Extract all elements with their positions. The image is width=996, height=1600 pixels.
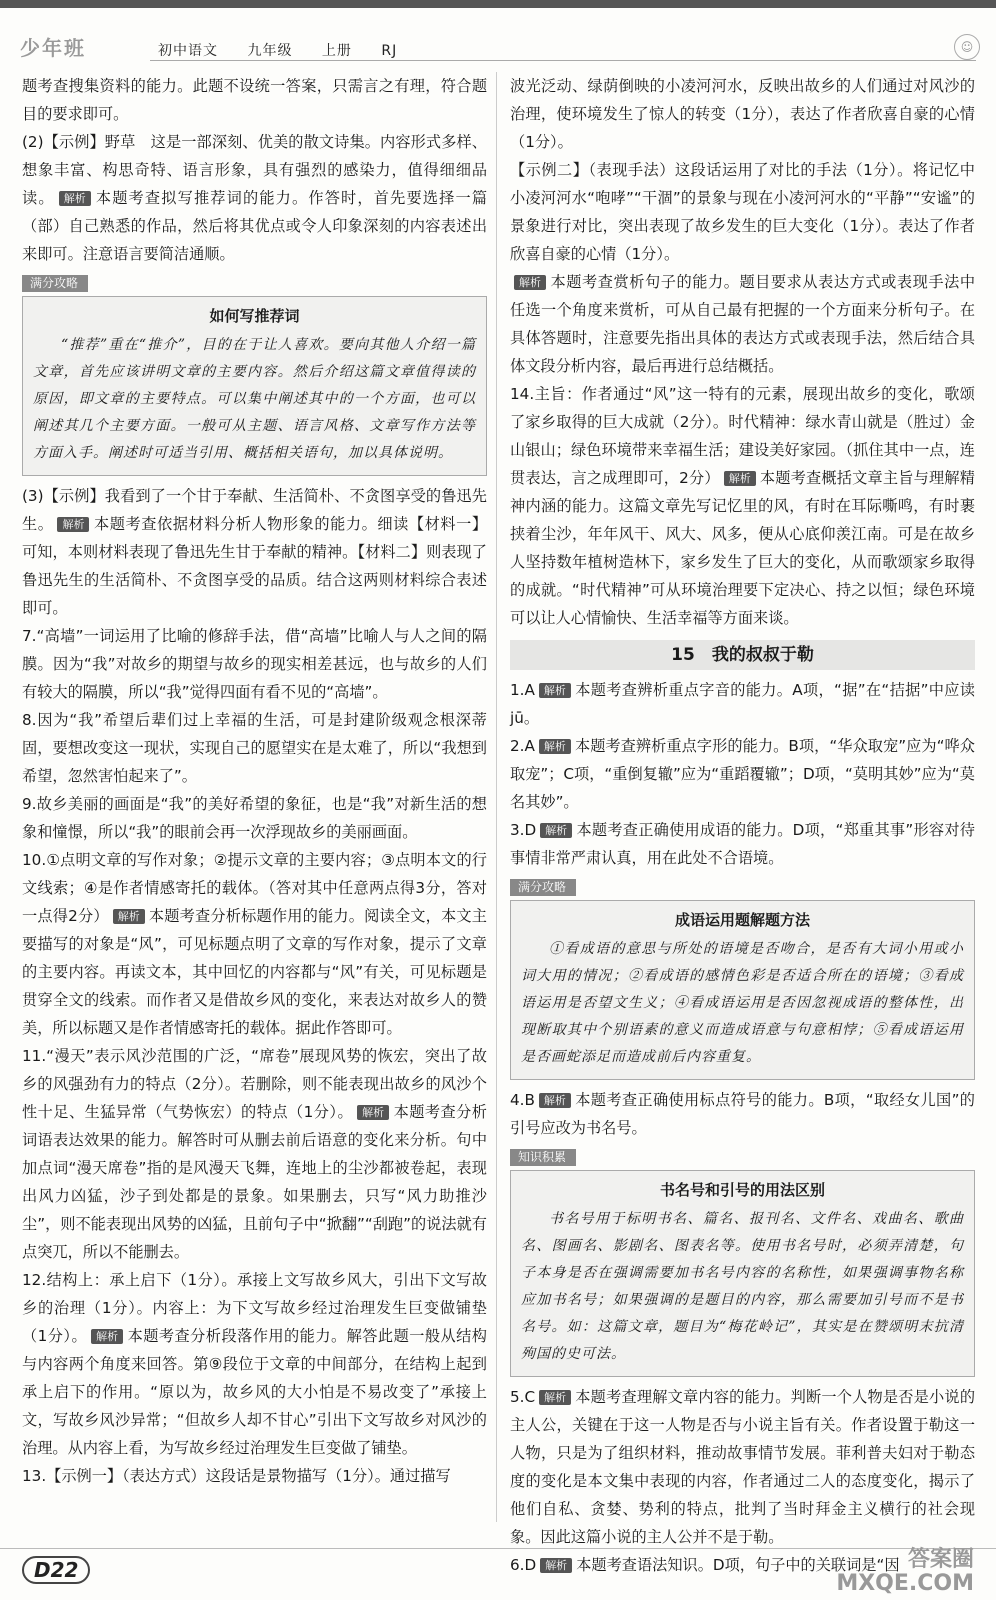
analysis-text: 本题考查概括文章主旨与理解精神内涵的能力。这篇文章先写记忆里的风，有时在耳际嘶鸣，有时裹挟着尘沙，年年风干、风大、风多，便从心底仰羡江南。可是在故乡人坚持数年植树造林下，家乡发生了巨大的变化，从而歌颂家乡取得的成就。“时代精神”可从环境治理要下定决心、持之以恒；绿色环境可以让人心情愉快、生活幸福等方面来谈。 <box>510 469 975 627</box>
tip-box-text: “推荐”重在“推介”，目的在于让人喜欢。要向其他人介绍一篇文章，首先应该讲明文章的主要内容。然后介绍这篇文章值得读的原因，即文章的主要特点。可以集中阐述其中的一个方面，也可以阐述其几个主要方面。一般可从主题、语言风格、文章写作方法等方面入手。阐述时可适当引用、概括相关语句，加以具体说明。 <box>33 337 476 461</box>
analysis-text: 本题考查理解文章内容的能力。判断一个人物是否是小说的主人公，关键在于这一人物是否与小说主旨有关。作者设置于勒这一人物，只是为了组织材料，推动故事情节发展。菲利普夫妇对于勒态度的变化是本文集中表现的内容，作者通过二人的态度变化，揭示了他们自私、贪婪、势利的特点，批判了当时拜金主义横行的社会现象。因此这篇小说的主人公并不是于勒。 <box>510 1388 975 1546</box>
answer-paragraph <box>22 706 487 790</box>
analysis-text: 本题考查赏析句子的能力。题目要求从表达方式或表现手法中任选一个角度来赏析，可从自己最有把握的一个方面来分析句子。在具体答题时，注意要先指出具体的表达方式或表现手法，然后结合具体文段分析内容，最后再进行总结概括。 <box>510 273 975 375</box>
watermark-line-2: MXQE.COM <box>836 1571 974 1596</box>
answer-paragraph <box>22 1042 487 1266</box>
answer-text: 7.“高墙”一词运用了比喻的修辞手法，借“高墙”比喻人与人之间的隔膜。因为“我”对故乡的期望与故乡的现实相差甚远，也与故乡的人们有较大的隔膜，所以“我”觉得四面有看不见的“高墙”。 <box>22 627 487 701</box>
tip-box <box>510 1170 975 1377</box>
answer-text: 13.【示例一】（表达方式）这段话是景物描写（1分）。通过描写 <box>22 1467 451 1485</box>
analysis-tag: 解析 <box>539 1390 571 1405</box>
answer-paragraph <box>22 1266 487 1462</box>
answer-paragraph <box>510 268 975 380</box>
answer-paragraph <box>510 156 975 268</box>
analysis-tag: 解析 <box>540 1558 572 1573</box>
answer-paragraph <box>22 128 487 268</box>
answer-paragraph <box>510 676 975 732</box>
tip-box-title: 成语运用题解题方法 <box>674 911 810 929</box>
answer-text: 12.结构上：承上启下（1分）。承接上文写故乡风大，引出下文写故乡的治理（1分）。内容上：为下文写故乡经过治理发生巨变做铺垫（1分）。 <box>22 1271 487 1345</box>
analysis-tag: 解析 <box>540 823 572 838</box>
mascot-icon: ☺ <box>954 34 980 60</box>
tip-box-label: 满分攻略 <box>22 275 88 292</box>
answer-text: 波光泛动、绿荫倒映的小凌河河水，反映出故乡的人们通过对风沙的治理，使环境发生了惊人的转变（1分），表达了作者欣喜自豪的心情（1分）。 <box>510 77 975 151</box>
answer-paragraph <box>510 380 975 632</box>
tip-box-label: 知识积累 <box>510 1149 576 1166</box>
answer-text: 11.“漫天”表示风沙范围的广泛，“席卷”展现风势的恢宏，突出了故乡的风强劲有力的特点（2分）。若删除，则不能表现出故乡的风沙个性十足、生猛异常（气势恢宏）的特点（1分）。 <box>22 1047 487 1121</box>
answer-text: 3.D <box>510 821 537 839</box>
tip-box-text: ①看成语的意思与所处的语境是否吻合，是否有大词小用或小词大用的情况；②看成语的感情色彩是否适合所在的语境；③看成语运用是否望文生义；④看成语运用是否因忽视成语的整体性，出现断取其中个别语素的意义而造成语意与句意相悖；⑤看成语运用是否画蛇添足而造成前后内容重复。 <box>521 941 964 1065</box>
answer-text: (2)【示例】野草 这是一部深刻、优美的散文诗集。内容形式多样、想象丰富、构思奇特、语言形象，具有强烈的感染力，值得细细品读。 <box>22 133 487 207</box>
answer-paragraph <box>510 1086 975 1142</box>
answer-paragraph <box>510 72 975 156</box>
answer-paragraph <box>22 72 487 128</box>
analysis-tag: 解析 <box>59 191 91 206</box>
tip-box-title: 书名号和引号的用法区别 <box>659 1181 825 1199</box>
watermark <box>836 1548 974 1596</box>
answer-paragraph <box>22 790 487 846</box>
column-divider <box>496 72 497 1522</box>
subject-label: 初中语文 <box>158 43 218 59</box>
analysis-tag: 解析 <box>539 739 571 754</box>
answer-text: 5.C <box>510 1388 536 1406</box>
analysis-text: 本题考查分析词语表达效果的能力。解答时可从删去前后语意的变化来分析。句中加点词“漫天席卷”指的是风漫天飞舞，连地上的尘沙都被卷起，表现出风力凶猛，沙子到处都是的景象。如果删去，只写“风力助推沙尘”，则不能表现出风势的凶猛，且前句子中“掀翻”“刮跑”的说法就有点突兀，所以不能删去。 <box>22 1103 487 1261</box>
edition-label: RJ <box>381 43 398 59</box>
analysis-text: 本题考查辨析重点字音的能力。A项，“据”在“拮据”中应读jū。 <box>510 681 975 727</box>
answer-text: 9.故乡美丽的画面是“我”的美好希望的象征，也是“我”对新生活的想象和憧憬，所以“我”的眼前会再一次浮现故乡的美丽画面。 <box>22 795 487 841</box>
page-number: D22 <box>22 1556 90 1584</box>
tip-box-text: 书名号用于标明书名、篇名、报刊名、文件名、戏曲名、歌曲名、图画名、影剧名、图表名等。使用书名号时，必须弄清楚，句子本身是否在强调需要加书名号内容的名称性，如果强调事物名称应加书名号；如果强调的是题目的内容，那么需要加引号而不是书名号。如：这篇文章，题目为“梅花岭记”，其实是在赞颂明末抗清殉国的史可法。 <box>521 1211 964 1362</box>
analysis-tag: 解析 <box>539 1093 571 1108</box>
answer-paragraph <box>22 622 487 706</box>
section-title: 15 我的叔叔于勒 <box>510 640 975 670</box>
header-rule <box>150 60 976 61</box>
analysis-text: 本题考查语法知识。D项，句子中的关联词是“因 <box>576 1556 900 1574</box>
analysis-tag: 解析 <box>724 471 756 486</box>
analysis-text: 本题考查分析段落作用的能力。解答此题一般从结构与内容两个角度来回答。第⑨段位于文章的中间部分，在结构上起到承上启下的作用。“原以为，故乡风的大小怕是不易改变了”承接上文，写故乡风沙异常；“但故乡人却不甘心”引出下文写故乡对风沙的治理。从内容上看，为写故乡经过治理发生巨变做了铺垫。 <box>22 1327 487 1457</box>
answer-paragraph <box>22 846 487 1042</box>
tip-box-label: 满分攻略 <box>510 879 576 896</box>
tip-box-title: 如何写推荐词 <box>209 307 300 325</box>
page-header <box>10 36 986 62</box>
analysis-text: 本题考查分析标题作用的能力。阅读全文，本文主要描写的对象是“风”，可见标题点明了文章的写作对象，提示了文章的主要内容。再读文本，其中回忆的内容都与“风”有关，可见标题是贯穿全文的线索。而作者又是借故乡风的变化，来表达对故乡人的赞美，所以标题又是作者情感寄托的载体。据此作答即可。 <box>22 907 487 1037</box>
analysis-text: 本题考查辨析重点字形的能力。B项，“华众取宠”应为“哗众取宠”；C项，“重倒复辙”应为“重蹈覆辙”；D项，“莫明其妙”应为“莫名其妙”。 <box>510 737 975 811</box>
analysis-text: 本题考查依据材料分析人物形象的能力。细读【材料一】可知，本则材料表现了鲁迅先生甘于奉献的精神。【材料二】则表现了鲁迅先生的生活简朴、不贪图享受的品质。结合这两则材料综合表述即可。 <box>22 515 488 617</box>
answer-paragraph <box>22 1462 487 1490</box>
left-column <box>22 72 487 1490</box>
analysis-tag: 解析 <box>357 1105 389 1120</box>
answer-text: (3)【示例】我看到了一个甘于奉献、生活简朴、不贪图享受的鲁迅先生。 <box>22 487 487 533</box>
analysis-tag: 解析 <box>113 909 145 924</box>
answer-text: 14.主旨：作者通过“风”这一特有的元素，展现出故乡的变化，歌颂了家乡取得的巨大成就（2分）。时代精神：绿水青山就是（胜过）金山银山；绿色环境带来幸福生活；建设美好家园。（抓住其中一点，连贯表达，言之成理即可，2分） <box>510 385 975 487</box>
answer-paragraph <box>22 482 487 622</box>
grade-label: 九年级 <box>247 43 293 59</box>
analysis-text: 本题考查拟写推荐词的能力。作答时，首先要选择一篇（部）自己熟悉的作品，然后将其优点或令人印象深刻的内容表述出来即可。注意语言要简洁通顺。 <box>22 189 488 263</box>
answer-text: 4.B <box>510 1091 535 1109</box>
analysis-tag: 解析 <box>514 275 546 290</box>
answer-paragraph <box>510 732 975 816</box>
answer-text: 6.D <box>510 1556 537 1574</box>
answer-text: 题考查搜集资料的能力。此题不设统一答案，只需言之有理，符合题目的要求即可。 <box>22 77 487 123</box>
brand-logo: 少年班 <box>20 36 86 60</box>
answer-text: 【示例二】（表现手法）这段话运用了对比的手法（1分）。将记忆中小凌河河水“咆哮”“干涸”的景象与现在小凌河河水的“平静”“安谧”的景象进行对比，突出表现了故乡发生的巨大变化（1分）。表达了作者欣喜自豪的心情（1分）。 <box>510 161 975 263</box>
analysis-tag: 解析 <box>57 517 89 532</box>
answer-text: 8.因为“我”希望后辈们过上幸福的生活，可是封建阶级观念根深蒂固，要想改变这一现状，实现自己的愿望实在是太难了，所以“我想到希望，忽然害怕起来了”。 <box>22 711 487 785</box>
tip-box <box>510 900 975 1080</box>
answer-paragraph <box>510 1383 975 1551</box>
analysis-text: 本题考查正确使用成语的能力。D项，“郑重其事”形容对待事情非常严肃认真，用在此处不合语境。 <box>510 821 975 867</box>
analysis-tag: 解析 <box>91 1329 123 1344</box>
answer-text: 10.①点明文章的写作对象；②提示文章的主要内容；③点明本文的行文线索；④是作者情感寄托的载体。（答对其中任意两点得3分，答对一点得2分） <box>22 851 487 925</box>
right-column <box>510 72 975 1579</box>
answer-paragraph <box>510 816 975 872</box>
answer-text: 2.A <box>510 737 535 755</box>
tip-box <box>22 296 487 476</box>
header-info <box>158 40 421 60</box>
volume-label: 上册 <box>321 43 352 59</box>
analysis-tag: 解析 <box>539 683 571 698</box>
top-bar <box>0 0 996 8</box>
answer-text: 1.A <box>510 681 535 699</box>
watermark-line-1: 答案圈 <box>907 1547 974 1572</box>
analysis-text: 本题考查正确使用标点符号的能力。B项，“取经女儿国”的引号应改为书名号。 <box>510 1091 975 1137</box>
